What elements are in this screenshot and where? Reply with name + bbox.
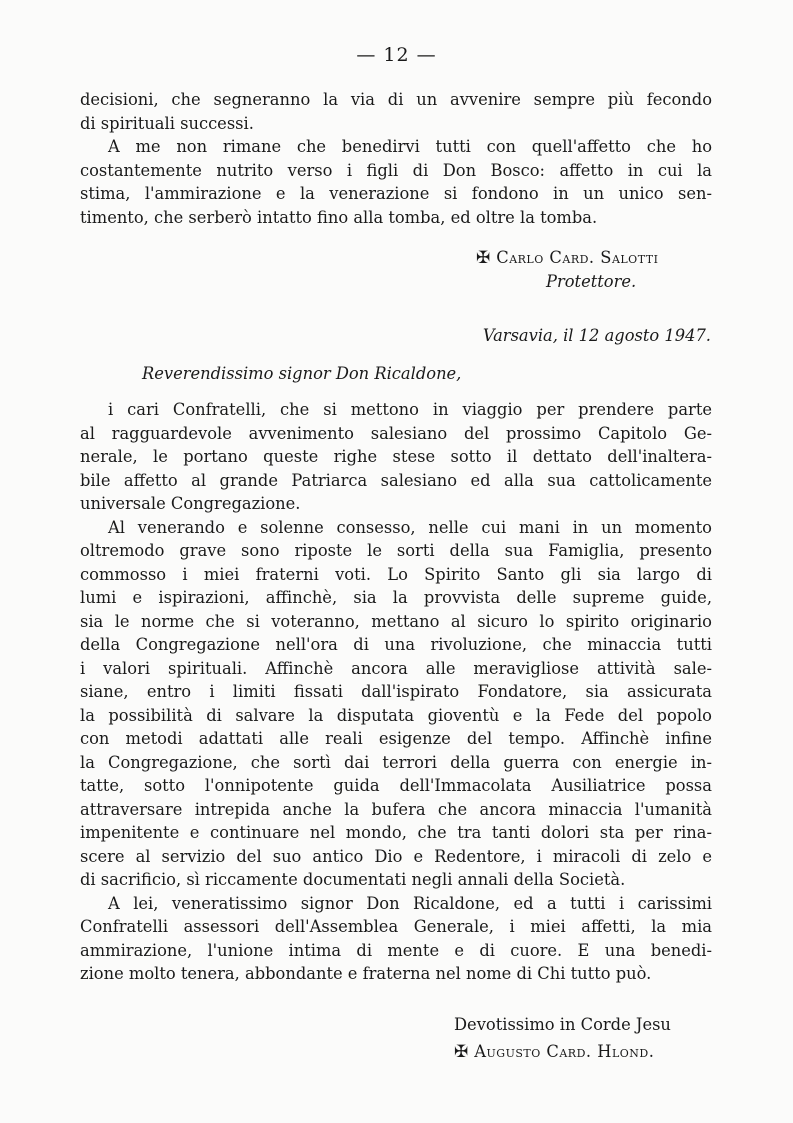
text-block-letter-hlond [80, 398, 712, 986]
page-number: — 12 — [356, 44, 437, 66]
signature-hlond [454, 1040, 654, 1064]
text-line: commosso i miei fraterni voti. Lo Spirito Santo gli sia largo di [80, 564, 712, 584]
text-line: scere al servizio del suo antico Dio e Redentore, i miracoli di zelo e [80, 846, 712, 866]
text-line: stima, l'ammirazione e la venerazione si fondono in un unico sen- [80, 184, 712, 203]
text-line: timento, che serberò intatto fino alla tomba, ed oltre la tomba. [80, 207, 598, 227]
text-line: A me non rimane che benedirvi tutti con quell'affetto che ho [108, 137, 712, 156]
text-line: i cari Confratelli, che si mettono in viaggio per prendere parte [108, 400, 712, 419]
text-line: decisioni, che segneranno la via di un avvenire sempre più fecondo [80, 90, 712, 109]
text-line: di sacrificio, sì riccamente documentati negli annali della Società. [80, 870, 626, 889]
signature-name: Carlo Card. Salotti [496, 248, 659, 267]
text-line: di spirituali successi. [80, 113, 254, 133]
text-line: ammirazione, l'unione intima di mente e di cuore. E una benedi- [80, 940, 712, 960]
text-line: A lei, veneratissimo signor Don Ricaldone, ed a tutti i carissimi [108, 893, 712, 913]
text-line: con metodi adattati alle reali esigenze del tempo. Affinchè infine [80, 729, 712, 748]
text-line: costantemente nutrito verso i figli di Don Bosco: affetto in cui la [80, 160, 712, 180]
signature-name: Augusto Card. Hlond. [474, 1042, 655, 1061]
text-line: attraversare intrepida anche la bufera che ancora minaccia l'umanità [80, 799, 712, 819]
text-line: oltremodo grave sono riposte le sorti della sua Famiglia, presento [80, 541, 712, 560]
text-line: la Congregazione, che sortì dai terrori della guerra con energie in- [80, 752, 712, 772]
closing-formula: Devotissimo in Corde Jesu [454, 1015, 671, 1034]
text-line: impenitente e continuare nel mondo, che tra tanti dolori sta per rina- [80, 823, 712, 842]
text-line: universale Congregazione. [80, 494, 301, 513]
text-block-closing-letter [80, 88, 712, 229]
text-line: la possibilità di salvare la disputata gioventù e la Fede del popolo [80, 705, 712, 725]
text-line: nerale, le portano queste righe stese sotto il dettato dell'inaltera- [80, 447, 712, 466]
text-line: Al venerando e solenne consesso, nelle cui mani in un momento [108, 517, 712, 537]
text-line: sia le norme che si voteranno, mettano al sicuro lo spirito originario [80, 611, 712, 631]
salutation: Reverendissimo signor Don Ricaldone, [142, 364, 462, 383]
text-line: della Congregazione nell'ora di una rivoluzione, che minaccia tutti [80, 635, 712, 654]
cross-icon: ✠ [476, 248, 491, 268]
text-line: siane, entro i limiti fissati dall'ispirato Fondatore, sia assicurata [80, 682, 712, 701]
text-line: zione molto tenera, abbondante e fraterna nel nome di Chi tutto può. [80, 964, 652, 983]
signature-title: Protettore. [546, 272, 637, 291]
cross-icon: ✠ [454, 1042, 469, 1062]
dateline: Varsavia, il 12 agosto 1947. [482, 326, 711, 345]
signature-salotti [476, 246, 658, 270]
text-line: al ragguardevole avvenimento salesiano del prossimo Capitolo Ge- [80, 423, 712, 443]
text-line: i valori spirituali. Affinchè ancora alle meravigliose attività sale- [80, 658, 712, 678]
text-line: lumi e ispirazioni, affinchè, sia la provvista delle supreme guide, [80, 588, 712, 607]
text-line: bile affetto al grande Patriarca salesiano ed alla sua cattolicamente [80, 470, 712, 490]
text-line: Confratelli assessori dell'Assemblea Generale, i miei affetti, la mia [80, 917, 712, 936]
text-line: tatte, sotto l'onnipotente guida dell'Immacolata Ausiliatrice possa [80, 776, 712, 795]
